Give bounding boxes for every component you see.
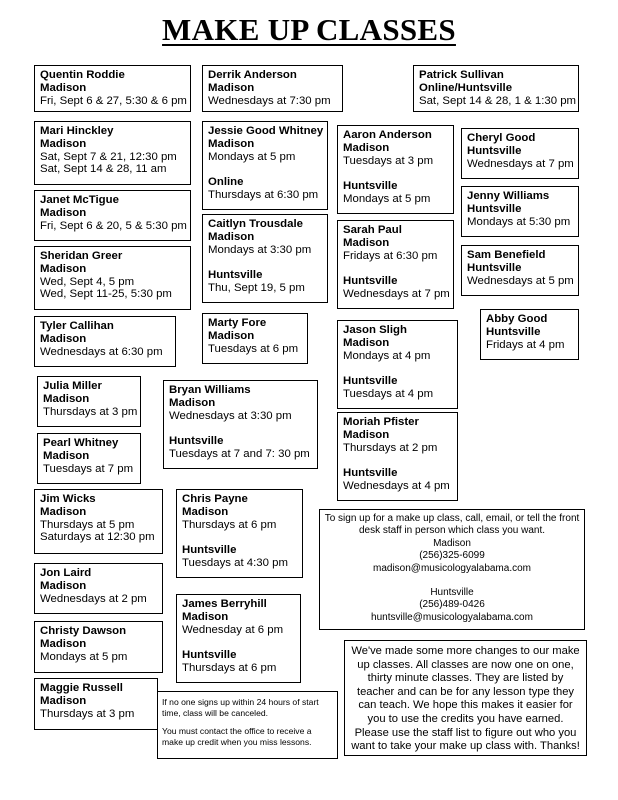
location-label: Madison — [182, 505, 229, 518]
location-label: Madison — [208, 137, 255, 150]
huntsville-email[interactable]: huntsville@musicologyalabama.com — [371, 611, 533, 623]
teacher-box — [461, 128, 579, 179]
location-label: Madison — [43, 392, 90, 405]
location-label: Madison — [208, 329, 255, 342]
class-time: Saturdays at 12:30 pm — [40, 531, 155, 544]
teacher-box — [337, 125, 454, 214]
location-label: Madison — [43, 449, 90, 462]
teacher-name: Derrik Anderson — [208, 69, 297, 81]
teacher-box — [34, 621, 163, 673]
class-time: Mondays at 3:30 pm — [208, 243, 312, 256]
class-time: Wednesdays at 3:30 pm — [169, 409, 292, 422]
line-gap — [343, 167, 448, 180]
class-time: Sat, Sept 14 & 28, 11 am — [40, 163, 167, 176]
teacher-name: Abby Good — [486, 313, 548, 325]
location-label: Huntsville — [343, 467, 398, 480]
teacher-name: Bryan Williams — [169, 384, 251, 396]
class-time: Wed, Sept 4, 5 pm — [40, 275, 135, 288]
line-gap — [343, 454, 452, 467]
class-time: Tuesdays at 7 pm — [43, 462, 134, 475]
class-time: Mondays at 5 pm — [40, 650, 128, 663]
class-time: Tuesdays at 3 pm — [343, 154, 434, 167]
teacher-box — [34, 678, 158, 730]
class-time: Thursdays at 6 pm — [182, 518, 277, 531]
changes-message — [344, 640, 587, 756]
class-time: Tuesdays at 7 and 7: 30 pm — [169, 447, 310, 460]
location-label: Online — [208, 176, 244, 189]
teacher-box — [34, 65, 191, 112]
teacher-box — [480, 309, 579, 360]
teacher-name: Aaron Anderson — [343, 129, 432, 141]
teacher-name: Jim Wicks — [40, 493, 96, 505]
line-gap — [169, 422, 312, 435]
location-label: Madison — [343, 336, 390, 349]
teacher-name: Christy Dawson — [40, 625, 127, 637]
location-label: Huntsville — [208, 269, 263, 282]
teacher-name: Pearl Whitney — [43, 437, 119, 449]
location-label: Madison — [40, 137, 87, 150]
notice-credit-text: You must contact the office to receive a make up credit when you miss lessons. — [162, 726, 312, 747]
class-time: Wednesdays at 7 pm — [467, 157, 574, 170]
teacher-name: Marty Fore — [208, 317, 267, 329]
class-time: Thursdays at 6:30 pm — [208, 188, 319, 201]
teacher-name: Janet McTigue — [40, 194, 119, 206]
location-label: Huntsville — [467, 261, 522, 274]
teacher-box — [202, 65, 343, 112]
teacher-name: Jason Sligh — [343, 324, 407, 336]
teacher-box — [461, 186, 579, 237]
teacher-box — [34, 246, 191, 310]
location-label: Huntsville — [467, 144, 522, 157]
location-label: Madison — [40, 694, 87, 707]
line-gap — [208, 256, 322, 269]
class-time: Thursdays at 2 pm — [343, 441, 438, 454]
teacher-box — [176, 489, 303, 578]
location-label: Madison — [40, 505, 87, 518]
teacher-box — [461, 245, 579, 296]
location-label: Huntsville — [182, 649, 237, 662]
signup-intro: To sign up for a make up class, call, email, or tell the front desk staff in person which class you want. — [324, 513, 580, 537]
teacher-box — [34, 489, 163, 554]
huntsville-phone[interactable]: (256)489-0426 — [419, 599, 485, 611]
class-time: Wednesdays at 6:30 pm — [40, 345, 163, 358]
location-label: Huntsville — [169, 435, 224, 448]
location-label: Madison — [40, 332, 87, 345]
location-label: Online/Huntsville — [419, 81, 513, 94]
location-label: Madison — [40, 81, 87, 94]
teacher-name: Julia Miller — [43, 380, 102, 392]
class-time: Wednesdays at 2 pm — [40, 592, 147, 605]
teacher-name: Tyler Callihan — [40, 320, 114, 332]
location-label: Madison — [343, 236, 390, 249]
notice-cancel-text: If no one signs up within 24 hours of start time, class will be canceled. — [162, 697, 319, 718]
teacher-box — [202, 313, 308, 364]
location-label: Madison — [40, 579, 87, 592]
teacher-box — [202, 214, 328, 303]
line-gap — [208, 163, 322, 176]
class-time: Wednesdays at 7 pm — [343, 287, 450, 300]
location-label: Madison — [343, 428, 390, 441]
teacher-name: Sheridan Greer — [40, 250, 123, 262]
teacher-box — [202, 121, 328, 210]
teacher-box — [337, 412, 458, 501]
location-label: Huntsville — [343, 375, 398, 388]
teacher-name: Jenny Williams — [467, 190, 550, 202]
teacher-name: Chris Payne — [182, 493, 248, 505]
signup-info-box — [319, 509, 585, 630]
madison-label: Madison — [433, 537, 471, 549]
location-label: Madison — [40, 206, 87, 219]
location-label: Madison — [182, 610, 229, 623]
class-time: Thursdays at 6 pm — [182, 661, 277, 674]
teacher-name: Patrick Sullivan — [419, 69, 504, 81]
class-time: Fri, Sept 6 & 27, 5:30 & 6 pm — [40, 94, 187, 107]
location-label: Madison — [343, 141, 390, 154]
teacher-box — [337, 220, 454, 309]
page-title: MAKE UP CLASSES — [162, 12, 456, 47]
location-label: Madison — [169, 396, 216, 409]
line-gap — [182, 531, 297, 544]
teacher-box — [163, 380, 318, 469]
teacher-name: Sam Benefield — [467, 249, 546, 261]
class-time: Mondays at 4 pm — [343, 349, 431, 362]
class-time: Wednesdays at 7:30 pm — [208, 94, 331, 107]
class-time: Wed, Sept 11-25, 5:30 pm — [40, 288, 172, 301]
line-gap — [343, 262, 448, 275]
madison-email[interactable]: madison@musicologyalabama.com — [373, 562, 531, 574]
teacher-name: James Berryhill — [182, 598, 267, 610]
class-time: Mondays at 5 pm — [208, 150, 296, 163]
location-label: Huntsville — [467, 202, 522, 215]
teacher-name: Sarah Paul — [343, 224, 402, 236]
class-time: Wednesday at 6 pm — [182, 623, 284, 636]
class-time: Mondays at 5:30 pm — [467, 215, 571, 228]
teacher-box — [34, 316, 176, 367]
changes-message-text: We've made some more changes to our make up classes. All classes are now one on one, thirty minute classes. They are listed by teacher and can be for any lesson type they can teach. We hope this makes it easier for you to use the credits you have earned. Please use the staff list to figure out who you want to take your make up class with. Thanks! — [351, 645, 580, 753]
teacher-name: Mari Hinckley — [40, 125, 114, 137]
class-time: Tuesdays at 4:30 pm — [182, 556, 288, 569]
location-label: Madison — [208, 230, 255, 243]
teacher-name: Caitlyn Trousdale — [208, 218, 303, 230]
class-time: Mondays at 5 pm — [343, 192, 431, 205]
class-time: Wednesdays at 5 pm — [467, 274, 574, 287]
teacher-box — [176, 594, 301, 683]
location-label: Huntsville — [343, 180, 398, 193]
line-gap — [182, 636, 295, 649]
class-time: Sat, Sept 7 & 21, 12:30 pm — [40, 150, 177, 163]
teacher-name: Maggie Russell — [40, 682, 123, 694]
location-label: Huntsville — [486, 325, 541, 338]
location-label: Huntsville — [343, 275, 398, 288]
teacher-name: Jessie Good Whitney — [208, 125, 324, 137]
location-label: Madison — [208, 81, 255, 94]
teacher-box — [413, 65, 579, 112]
location-label: Huntsville — [182, 544, 237, 557]
class-time: Fridays at 4 pm — [486, 338, 565, 351]
teacher-box — [337, 320, 458, 409]
line-gap — [343, 362, 452, 375]
teacher-name: Jon Laird — [40, 567, 92, 579]
teacher-box — [37, 376, 141, 427]
huntsville-label: Huntsville — [430, 587, 474, 599]
madison-phone[interactable]: (256)325-6099 — [419, 550, 485, 562]
teacher-box — [34, 563, 163, 614]
class-time: Fri, Sept 6 & 20, 5 & 5:30 pm — [40, 219, 187, 232]
class-time: Fridays at 6:30 pm — [343, 249, 438, 262]
class-time: Thu, Sept 19, 5 pm — [208, 281, 305, 294]
teacher-name: Cheryl Good — [467, 132, 536, 144]
teacher-box — [34, 190, 191, 241]
class-time: Tuesdays at 6 pm — [208, 342, 299, 355]
cancellation-notice — [157, 691, 338, 759]
teacher-box — [34, 121, 191, 185]
class-time: Thursdays at 5 pm — [40, 518, 135, 531]
teacher-box — [37, 433, 141, 484]
class-time: Tuesdays at 4 pm — [343, 387, 434, 400]
class-time: Thursdays at 3 pm — [40, 707, 135, 720]
teacher-name: Quentin Roddie — [40, 69, 125, 81]
class-time: Thursdays at 3 pm — [43, 405, 138, 418]
location-label: Madison — [40, 637, 87, 650]
class-time: Sat, Sept 14 & 28, 1 & 1:30 pm — [419, 94, 577, 107]
location-label: Madison — [40, 262, 87, 275]
teacher-name: Moriah Pfister — [343, 416, 419, 428]
class-time: Wednesdays at 4 pm — [343, 479, 450, 492]
